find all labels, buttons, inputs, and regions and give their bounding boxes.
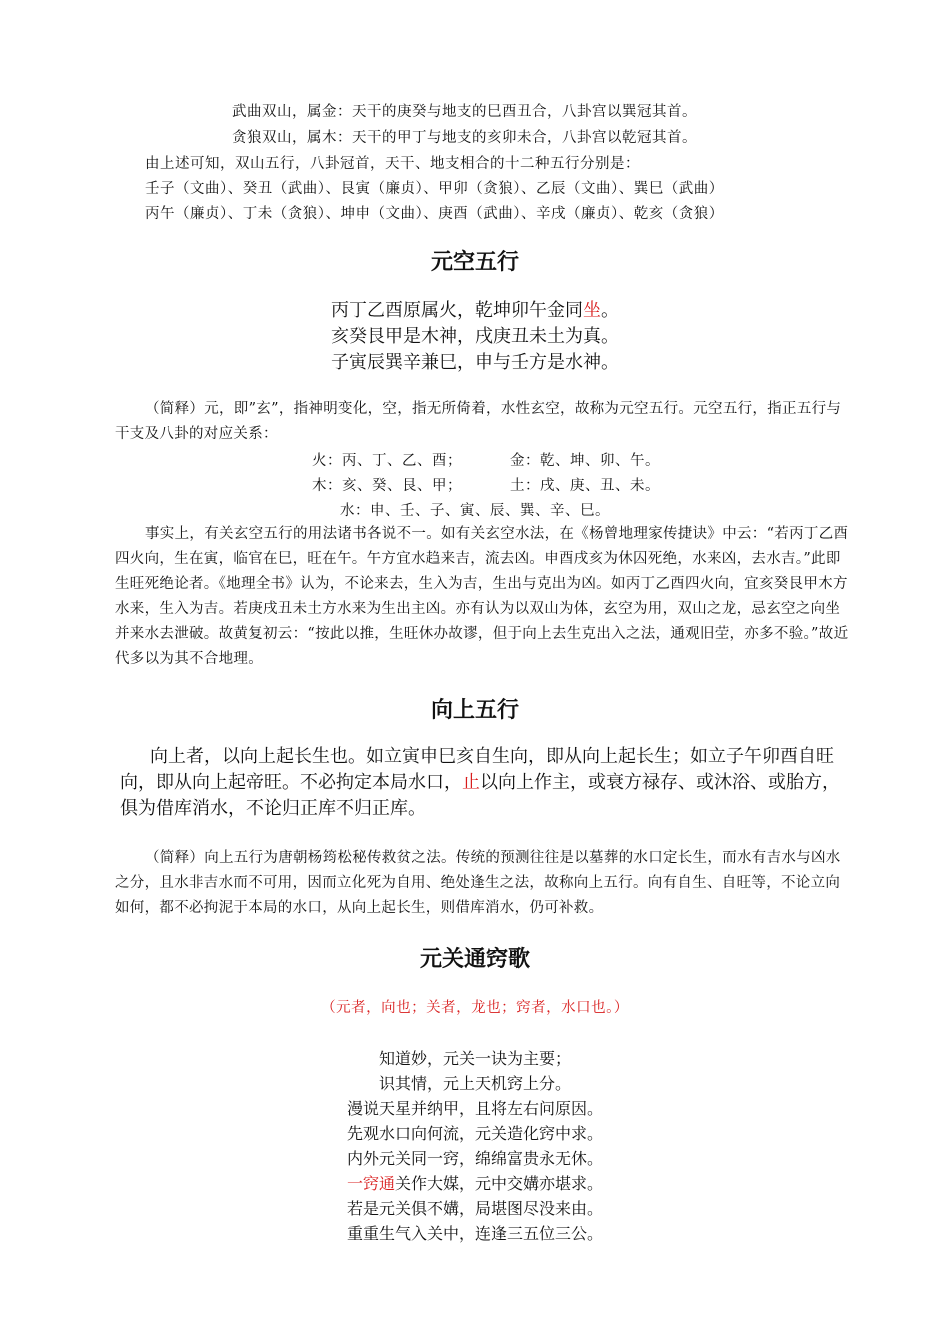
element-wood: 木：亥、癸、艮、甲； [312,478,462,494]
intro-line-2: 贪狼双山，属木：天干的甲丁与地支的亥卯未合，八卦宫以乾冠其首。 [232,130,697,146]
yuankong-verse-3: 子寅辰巽辛兼巳，申与壬方是水神。 [331,352,619,373]
yuanguan-verse-4: 先观水口向何流，元关造化窍中求。 [346,1124,603,1143]
element-earth: 土：戌、庚、丑、未。 [510,478,660,494]
main-red-char: 止 [462,772,480,793]
intro-line-3: 由上述可知，双山五行，八卦冠首，天干、地支相合的十二种五行分别是： [145,156,640,172]
yuanguan-verse-6 [0,1171,950,1194]
yuankong-explanation: （简释）元，即”玄”，指神明变化，空，指无所倚着，水性玄空，故称为元空五行。元空五行，指正五行与干支及八卦的对应关系： [115,401,842,442]
section-title-xiangshang: 向上五行 [430,698,519,723]
verse-text: 丙丁乙酉原属火，乾坤卯午金同 [331,300,583,321]
yuanguan-verse-1: 知道妙，元关一诀为主要； [378,1049,571,1068]
yuanguan-verse-2: 识其情，元上天机窍上分。 [378,1074,571,1093]
section-title-yuankong: 元空五行 [430,250,519,275]
verse-red-char: 坐 [583,300,601,321]
yuanguan-note: （元者，向也；关者，龙也；窍者，水口也。） [321,1000,629,1016]
yuanguan-verse-8: 重重生气入关中，连逢三五位三公。 [346,1224,603,1243]
verse-red-text: 一窍通 [346,1174,395,1193]
verse-end: 。 [601,300,619,321]
yuanguan-verse-3: 漫说天星并纳甲，且将左右问原因。 [346,1099,603,1118]
main-text-a: 向上者，以向上起长生也。如立寅申巳亥自生向，即从向上起长生；如立子午卯酉自旺向，即从向上起帝旺。不必拘定本局水口， [120,746,834,793]
yuankong-verse-2: 亥癸艮甲是木神，戌庚丑未土为真。 [331,326,619,347]
element-water: 水：申、壬、子、寅、辰、巽、辛、巳。 [340,503,610,519]
main-text-b: 以向上作主，或衰方禄存、或沐浴、或胎方，俱为借库消水，不论归正库不归正库。 [120,772,840,819]
xiangshang-explanation: （简释）向上五行为唐朝杨筠松秘传救贫之法。传统的预测往往是以墓葬的水口定长生，而水有吉水与凶水之分，且水非吉水而不可用，因而立化死为自用、绝处逢生之法，故称向上五行。向有自生、自旺等，不论立向如何，都不必拘泥于本局的水口，从向上起长生，则借库消水，仍可补救。 [115,850,841,916]
yuankong-fact-paragraph: 事实上，有关玄空五行的用法诸书各说不一。如有关玄空水法，在《杨曾地理家传捷诀》中云：“若丙丁乙酉四火向，生在寅，临官在巳，旺在午。午方宜水趋来吉，流去凶。申酉戌亥为休囚死绝，水来凶，去水吉。”此即生旺死绝论者。《地理全书》认为，不论来去，生入为吉，生出与克出为凶。如丙丁乙酉四火向，宜亥癸艮甲木方水来，生入为吉。若庚戌丑未土方水来为生出主凶。亦有认为以双山为体，玄空为用，双山之龙，忌玄空之向坐并来水去泄破。故黄复初云：“按此以推，生旺休办故谬，但于向上去生克出入之法，通观旧茔，亦多不验。”故近代多以为其不合地理。 [115,526,849,667]
element-fire: 火：丙、丁、乙、酉； [312,453,462,469]
intro-line-5: 丙午（廉贞）、丁未（贪狼）、坤申（文曲）、庚酉（武曲）、辛戌（廉贞）、乾亥（贪狼） [145,206,724,222]
yuanguan-verse-5: 内外元关同一窍，绵绵富贵永无休。 [346,1149,603,1168]
yuanguan-verse-7: 若是元关俱不媾，局堪图尽没来由。 [346,1199,603,1218]
intro-line-1: 武曲双山，属金：天干的庚癸与地支的巳酉丑合，八卦宫以巽冠其首。 [232,104,697,120]
xiangshang-main-paragraph [120,744,848,822]
section-title-yuanguan: 元关通窍歌 [419,947,530,972]
verse-rest-text: 关作大媒，元中交媾亦堪求。 [395,1174,604,1193]
intro-line-4: 壬子（文曲）、癸丑（武曲）、艮寅（廉贞）、甲卯（贪狼）、乙辰（文曲）、巽巳（武曲） [145,181,724,197]
yuankong-verse-1 [0,296,950,322]
element-metal: 金：乾、坤、卯、午。 [510,453,660,469]
